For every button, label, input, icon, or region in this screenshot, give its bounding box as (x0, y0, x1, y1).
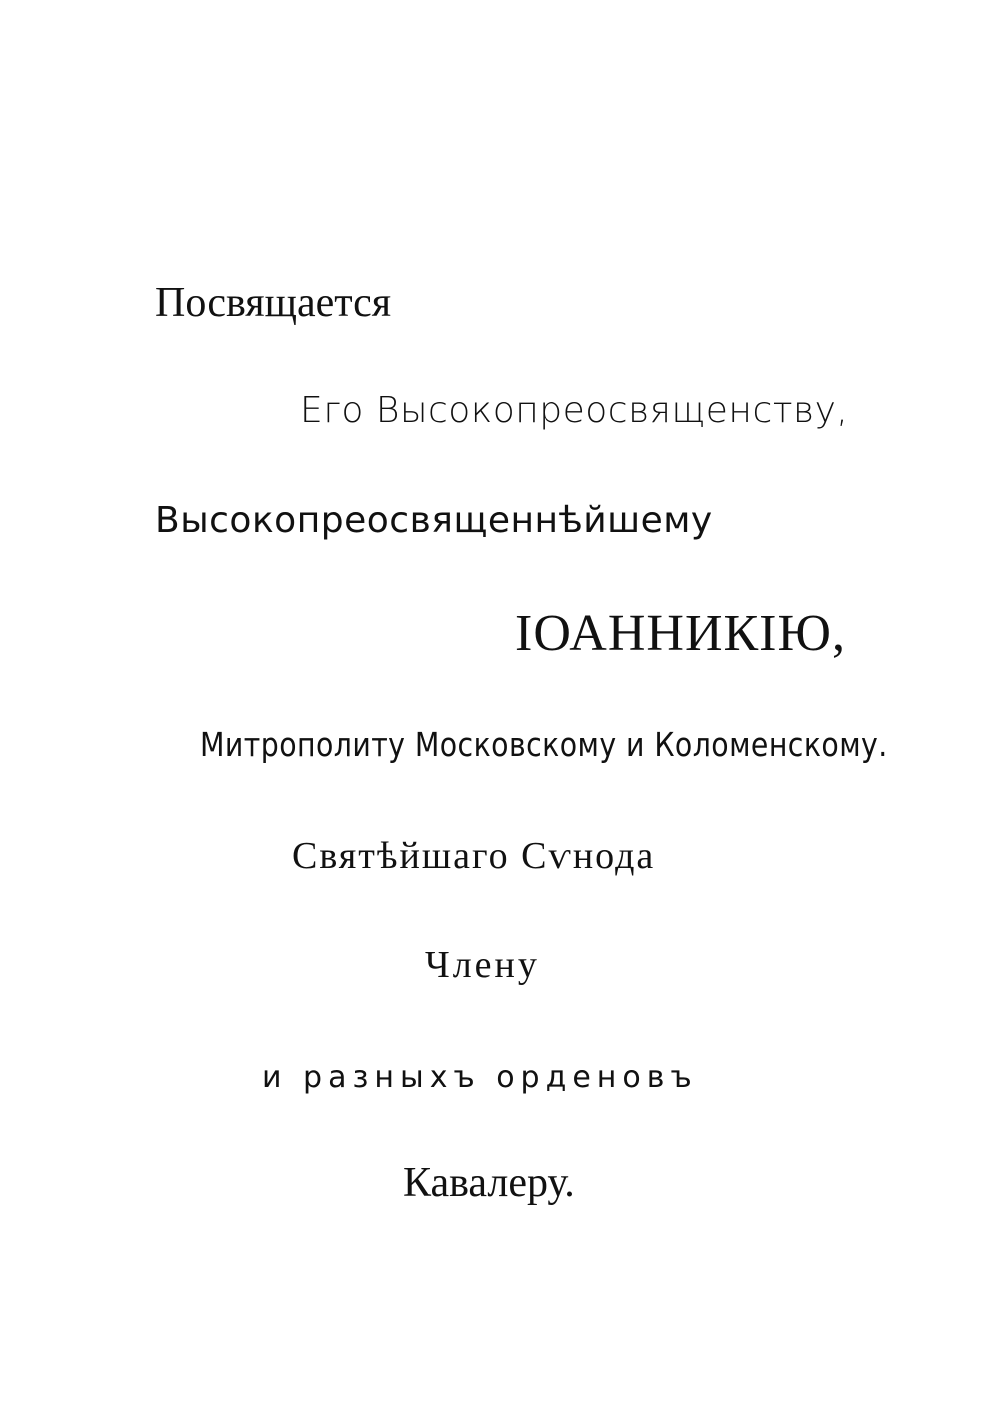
honorific-title: Его Высокопреосвященству, (300, 390, 849, 431)
member-line: Члену (425, 944, 540, 986)
synod-line: Святѣйшаго Сѵнода (292, 835, 656, 877)
cavalier-line: Кавалеру. (403, 1160, 575, 1206)
orders-line: и разныхъ орденовъ (262, 1060, 698, 1095)
recipient-office: Митрополиту Московскому и Коломенскому. (200, 725, 888, 764)
honorific-epithet: Высокопреосвященнѣйшему (155, 500, 713, 541)
dedication-heading: Посвящается (155, 280, 392, 326)
recipient-name: ІОАННИКІЮ, (515, 605, 846, 662)
